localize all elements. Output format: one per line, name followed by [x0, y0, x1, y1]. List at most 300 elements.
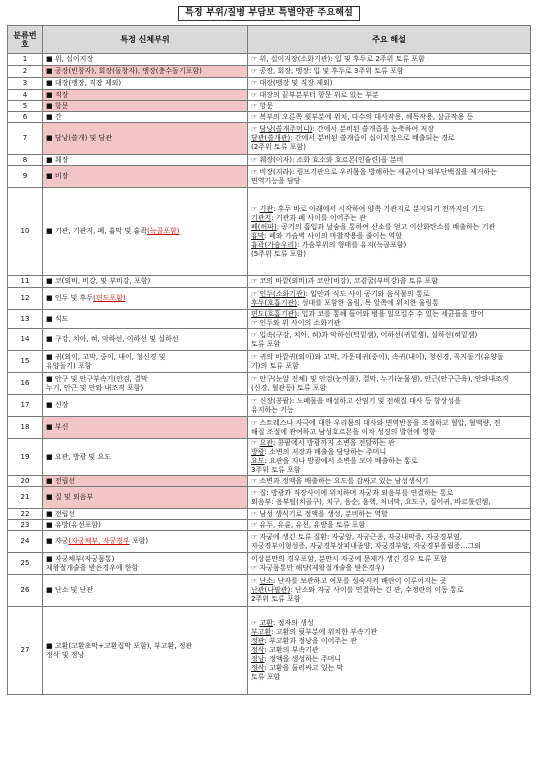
desc-line	[251, 466, 527, 475]
part-line	[46, 401, 244, 410]
table-row	[8, 123, 531, 155]
term-text: 담관(쓸개관)	[251, 134, 291, 142]
table-row	[8, 78, 531, 90]
body-part-cell	[43, 395, 248, 417]
cell-text: : 간에서 분비된 쓸개즙이 십이지장으로 배출되는 경로	[290, 134, 455, 142]
description-cell	[248, 509, 531, 520]
cell-text: ☞ 비장(지라): 림프기관으로 우리몸을 방해하는 세균이나 외부단백질을 제거하는	[251, 167, 498, 176]
exclusion-table	[7, 25, 531, 695]
cell-text: : 폐와 가슴벽 사이의 마찰작용을 줄이는 역할	[264, 231, 402, 240]
cell-text: ☞	[251, 289, 260, 298]
cell-text: ■ 구강, 치아, 혀, 악하선, 이하선 및 설하선	[46, 335, 179, 343]
table-row	[8, 509, 531, 520]
row-number: 11	[8, 276, 43, 288]
part-line	[46, 67, 244, 76]
desc-line	[251, 673, 527, 682]
desc-line	[251, 457, 527, 466]
table-row	[8, 520, 531, 531]
cell-text: : 후두 바로 아래에서 시작하여 양쪽 기관지로 분지되기 전까지의 기도	[273, 204, 485, 213]
body-part-cell	[43, 439, 248, 476]
part-line	[46, 55, 244, 64]
cell-text: ■ 항문	[46, 101, 69, 110]
table-row	[8, 329, 531, 351]
row-number: 22	[8, 509, 43, 520]
table-row	[8, 166, 531, 188]
term-text: 난소	[259, 577, 274, 585]
cell-text: ☞ 자궁에 생긴 토류 질환: 자궁암, 자궁근종, 자궁내막증, 자궁경부염,	[251, 532, 463, 541]
table-row	[8, 531, 531, 553]
desc-line	[251, 102, 527, 111]
part-line	[46, 277, 244, 286]
cell-text: ☞ 인두와 위 사이의 소화기관	[251, 319, 341, 327]
row-number: 8	[8, 155, 43, 166]
desc-line	[251, 290, 527, 299]
term-text: 인두(소화기관)	[259, 289, 306, 298]
desc-line	[251, 646, 527, 655]
desc-line	[251, 375, 527, 384]
cell-text: : 정자의 생성	[273, 619, 314, 627]
highlight-text: (늑골포함)	[147, 227, 180, 235]
term-text: 고환	[259, 619, 274, 627]
cell-text: ■ 대장(맹장, 직장 제외)	[46, 79, 122, 87]
cell-text: 외음부: 음부털(치골구), 치구, 음순, 음핵, 처녀막, 요도구, 질어귀, 바르톨린샘,	[251, 497, 491, 506]
term-text: 정관	[251, 637, 265, 645]
cell-text: : 소변의 저장과 배출을 담당하는 주머니	[264, 448, 387, 456]
row-number: 16	[8, 373, 43, 395]
body-part-cell	[43, 101, 248, 112]
desc-line	[251, 55, 527, 64]
table-row	[8, 373, 531, 395]
highlight-text: (자궁체부, 자궁경부	[68, 537, 130, 545]
row-number: 6	[8, 112, 43, 123]
cell-text: : 난소와 자궁 사이를 연결하는 긴 관, 수정란의 이동 통로	[290, 586, 464, 594]
cell-text: ■ 담낭(쓸개) 및 담관	[46, 134, 113, 142]
table-row	[8, 112, 531, 123]
description-cell	[248, 276, 531, 288]
table-row	[8, 575, 531, 607]
desc-line	[251, 595, 527, 604]
desc-line	[251, 79, 527, 88]
part-line	[46, 91, 244, 100]
cell-text: ☞ 코의 바깥(외비)과 코안(비강), 코곁굴(부비강)을 토류 포함	[251, 277, 439, 285]
row-number: 15	[8, 351, 43, 373]
desc-line	[251, 331, 527, 340]
body-part-cell	[43, 607, 248, 695]
row-number: 9	[8, 166, 43, 188]
desc-line	[251, 637, 527, 646]
desc-line	[251, 428, 527, 437]
part-line	[46, 537, 244, 546]
desc-line	[251, 168, 527, 177]
row-number: 20	[8, 476, 43, 487]
body-part-cell	[43, 520, 248, 531]
body-part-cell	[43, 288, 248, 310]
description-cell	[248, 329, 531, 351]
part-line	[46, 555, 244, 564]
cell-text: : 입과 코를 통해 들어와 병을 일으킬수 수 있는 세균들을 방어	[297, 310, 484, 318]
cell-text: ☞ 소변과 정액을 배출하는 요도를 감싸고 있는 남성생식기	[251, 476, 429, 485]
cell-text: : 입안과 식도 사이 공기와 음식물의 통로	[305, 289, 430, 298]
row-number: 26	[8, 575, 43, 607]
description-cell	[248, 78, 531, 90]
table-row	[8, 607, 531, 695]
cell-text: 토류 포함	[251, 339, 281, 348]
body-part-cell	[43, 155, 248, 166]
description-cell	[248, 288, 531, 310]
cell-text: ■ 비장	[46, 172, 69, 180]
cell-text: 기)의 토류 포함	[251, 361, 299, 370]
description-cell	[248, 520, 531, 531]
row-number: 19	[8, 439, 43, 476]
table-row	[8, 351, 531, 373]
body-part-cell	[43, 188, 248, 276]
cell-text: 유양돌기) 포함	[46, 361, 92, 370]
part-line	[46, 113, 244, 122]
cell-text: 해질 조절에 관여하고 남성호르몬을 이차 성징의 발현에 영향	[251, 427, 436, 436]
cell-text: ■ 자궁체부(자궁몸통)	[46, 554, 115, 563]
cell-text: ■ 질 및 외음부	[46, 493, 94, 501]
row-number: 12	[8, 288, 43, 310]
desc-line	[251, 564, 527, 573]
cell-text: ■ 유방(유선포함)	[46, 520, 101, 529]
cell-text: : 콩팥에서 방광까지 소변을 전달하는 관	[273, 439, 395, 447]
cell-text: ■ 귀(외이, 고막, 중이, 내이, 청신경 및	[46, 352, 166, 361]
table-row	[8, 439, 531, 476]
desc-line	[251, 439, 527, 448]
row-number: 24	[8, 531, 43, 553]
term-text: 흉막	[251, 231, 265, 240]
desc-line	[251, 205, 527, 214]
body-part-cell	[43, 78, 248, 90]
desc-line	[251, 628, 527, 637]
desc-line	[251, 223, 527, 232]
body-part-cell	[43, 417, 248, 439]
desc-line	[251, 177, 527, 186]
desc-line	[251, 214, 527, 223]
table-row	[8, 553, 531, 575]
cell-text: 제왕절개술을 받은경우에 한함	[46, 563, 139, 572]
table-row	[8, 276, 531, 288]
row-number: 23	[8, 520, 43, 531]
desc-line	[251, 406, 527, 415]
cell-text: 토류 포함	[251, 673, 281, 681]
desc-line	[251, 143, 527, 152]
cell-text: ☞ 췌장(이자): 소화 효소와 호르몬(인슐린)을 분비	[251, 155, 404, 164]
cell-text: 정삭 및 정낭	[46, 650, 85, 659]
cell-text: ☞	[251, 125, 260, 133]
cell-text: : 공기의 흡입과 날숨을 통하여 산소를 얻고 이산화탄소를 배출하는 기관	[276, 222, 496, 231]
description-cell	[248, 531, 531, 553]
cell-text: (2주위 토류 포함)	[251, 143, 306, 151]
cell-text: ☞ 대장의 끝부분부터 항문 위로 있는 부분	[251, 90, 379, 99]
part-line	[46, 156, 244, 165]
cell-text: ■ 부신	[46, 423, 69, 431]
desc-line	[251, 521, 527, 530]
cell-text: ■ 공장(빈창자), 회장(돌창자), 맹장(충수돌기포함)	[46, 67, 202, 75]
table-row	[8, 310, 531, 329]
cell-text: ☞ 귀의 바깥귀(외이)와 고막, 가운데귀(중이), 속귀(내이), 청신경, 꼭지돌기(유양돌	[251, 352, 504, 361]
description-cell	[248, 101, 531, 112]
cell-text: ■ 췌장	[46, 155, 69, 164]
part-line	[46, 453, 244, 462]
description-cell	[248, 417, 531, 439]
desc-line	[251, 619, 527, 628]
description-cell	[248, 373, 531, 395]
cell-text: ■ 기관, 기관지, 폐, 흉막 및 흉곽	[46, 227, 148, 235]
row-number: 13	[8, 310, 43, 329]
cell-text: 이상분만의 경우포함, 분만시 자궁에 문제가 생긴 경우 토류 포함	[251, 554, 447, 563]
cell-text: 면역기능을 담당	[251, 176, 301, 185]
cell-text: : 간에서 분비된 쓸개즙을 농축하여 저장	[312, 125, 434, 133]
cell-text: 포함)	[129, 537, 149, 545]
desc-line	[251, 319, 527, 328]
table-row	[8, 188, 531, 276]
cell-text: : 요관을 지나 방광에서 소변을 모아 배출하는 통로	[264, 457, 418, 465]
desc-line	[251, 362, 527, 371]
cell-text: ☞	[251, 619, 260, 627]
row-number: 1	[8, 54, 43, 66]
cell-text: ☞ 남성 생식기로 정액을 생성, 분비하는 역할	[251, 509, 388, 518]
part-line	[46, 294, 244, 303]
description-cell	[248, 395, 531, 417]
desc-line	[251, 397, 527, 406]
table-row	[8, 476, 531, 487]
table-row	[8, 487, 531, 509]
table-row	[8, 90, 531, 101]
row-number: 17	[8, 395, 43, 417]
row-number: 7	[8, 123, 43, 155]
cell-text: : 성대를 포함한 울림, 목 앞쪽에 위치한 울림통	[297, 298, 439, 307]
part-line	[46, 353, 244, 362]
row-number: 10	[8, 188, 43, 276]
body-part-cell	[43, 54, 248, 66]
cell-text: ☞ 대장(맹장 및 직장 제외)	[251, 79, 333, 87]
body-part-cell	[43, 509, 248, 520]
desc-line	[251, 489, 527, 498]
part-line	[46, 586, 244, 595]
term-text: 정삭	[251, 664, 265, 672]
body-part-cell	[43, 531, 248, 553]
term-text: 흉곽(가슴우리)	[251, 240, 298, 249]
part-line	[46, 477, 244, 486]
term-text: 담낭(쓸개주머니)	[259, 125, 313, 133]
cell-text: (신경, 혈관등) 토류 포함	[251, 383, 327, 392]
row-number: 14	[8, 329, 43, 351]
body-part-cell	[43, 575, 248, 607]
body-part-cell	[43, 329, 248, 351]
description-cell	[248, 90, 531, 101]
description-cell	[248, 54, 531, 66]
table-row	[8, 101, 531, 112]
body-part-cell	[43, 66, 248, 78]
desc-line	[251, 419, 527, 428]
cell-text: ☞ 항문	[251, 101, 274, 110]
table-row	[8, 66, 531, 78]
description-cell	[248, 439, 531, 476]
body-part-cell	[43, 351, 248, 373]
desc-line	[251, 310, 527, 319]
body-part-cell	[43, 166, 248, 188]
term-text: 후두(호흡기관)	[251, 298, 298, 307]
desc-line	[251, 125, 527, 134]
cell-text: ■ 간	[46, 112, 62, 121]
cell-text: ■ 난소 및 난관	[46, 586, 94, 594]
row-number: 25	[8, 553, 43, 575]
part-line	[46, 134, 244, 143]
body-part-cell	[43, 476, 248, 487]
description-cell	[248, 310, 531, 329]
cell-text: ■ 신장	[46, 401, 69, 409]
cell-text: ■ 안구 및 안구부속기(안검, 결막	[46, 374, 148, 383]
cell-text: : 난자를 보관하고 여포를 성숙시켜 배란이 이루어지는 곳	[273, 577, 447, 585]
term-text: 편도(호흡기관)	[251, 310, 298, 318]
term-text: 난관(나팔관)	[251, 586, 291, 594]
term-text: 폐(허파)	[251, 222, 277, 231]
part-line	[46, 384, 244, 393]
cell-text: ☞ 신장(콩팥): 노폐물을 배설하고 산염기 및 전해질 대사 등 항상성을	[251, 396, 461, 405]
cell-text: ☞ 자궁몸통만 해당(제왕절개술을 받은경우)	[251, 563, 385, 572]
cell-text: ☞ 위, 십이지장(소화기관): 입 및 후두로 2주위 토류 포함	[251, 55, 425, 63]
table-body	[8, 54, 531, 695]
cell-text: : 가슴부위의 형태를 유지(늑골포함)	[297, 240, 407, 249]
desc-line	[251, 277, 527, 286]
cell-text: ■ 전립선	[46, 476, 76, 485]
cell-text: ☞ 스트레스나 자극에 대한 우리몸의 대사와 면역반응을 조절하고 혈압, 혈액량, 전	[251, 418, 501, 427]
desc-line	[251, 533, 527, 542]
desc-line	[251, 67, 527, 76]
desc-line	[251, 340, 527, 349]
desc-line	[251, 353, 527, 362]
table-row	[8, 417, 531, 439]
cell-text: ☞ 공장, 회장, 맹장: 입 및 후두로 3주위 토류 포함	[251, 67, 404, 75]
cell-text: ■ 코(외비, 비강, 및 부비강, 포함)	[46, 277, 151, 285]
part-line	[46, 315, 244, 324]
desc-line	[251, 384, 527, 393]
term-text: 요도	[251, 457, 265, 465]
description-cell	[248, 155, 531, 166]
description-cell	[248, 351, 531, 373]
part-line	[46, 79, 244, 88]
desc-line	[251, 241, 527, 250]
desc-line	[251, 91, 527, 100]
desc-line	[251, 250, 527, 259]
part-line	[46, 423, 244, 432]
cell-text: : 부고환과 정낭을 이어주는 관	[264, 637, 357, 645]
cell-text: ■ 직장	[46, 90, 69, 99]
description-cell	[248, 112, 531, 123]
description-cell	[248, 607, 531, 695]
part-line	[46, 227, 244, 236]
cell-text: ■ 요관, 방광 및 요도	[46, 452, 112, 461]
description-cell	[248, 188, 531, 276]
cell-text: 3주위 토류 포함	[251, 466, 301, 474]
cell-text: ☞	[251, 577, 260, 585]
desc-line	[251, 448, 527, 457]
cell-text: ☞ 입속(구강, 치아, 혀)과 악하선(턱밑샘), 이하선(귀밑샘), 설하선(혀밑샘)	[251, 330, 478, 339]
title-wrap	[7, 4, 531, 22]
header-part: 특정 신체부위	[43, 26, 248, 54]
part-line	[46, 521, 244, 530]
header-no: 분류번호	[8, 26, 43, 54]
row-number: 2	[8, 66, 43, 78]
term-text: 방광	[251, 448, 265, 456]
body-part-cell	[43, 553, 248, 575]
desc-line	[251, 586, 527, 595]
desc-line	[251, 134, 527, 143]
part-line	[46, 493, 244, 502]
part-line	[46, 102, 244, 111]
row-number: 3	[8, 78, 43, 90]
body-part-cell	[43, 123, 248, 155]
cell-text: ■ 식도	[46, 314, 69, 323]
desc-line	[251, 542, 527, 551]
row-number: 21	[8, 487, 43, 509]
cell-text: ☞ 질: 방광과 직장사이에 위치하며 자궁과 외음부를 연결하는 통로	[251, 488, 454, 497]
desc-line	[251, 555, 527, 564]
body-part-cell	[43, 112, 248, 123]
description-cell	[248, 575, 531, 607]
cell-text: : 고환을 둘러싸고 있는 막	[264, 664, 344, 672]
row-number: 5	[8, 101, 43, 112]
table-row	[8, 54, 531, 66]
cell-text: 누기, 안근 및 안와 내조직 포함)	[46, 383, 144, 392]
body-part-cell	[43, 373, 248, 395]
cell-text: 자궁경부이형성증, 자궁경부상피내종양, 자궁경부암, 자궁경부폴립증…그외	[251, 541, 481, 550]
row-number: 18	[8, 417, 43, 439]
desc-line	[251, 577, 527, 586]
row-number: 27	[8, 607, 43, 695]
body-part-cell	[43, 487, 248, 509]
header-row	[8, 26, 531, 54]
part-line	[46, 172, 244, 181]
term-text: 정삭	[251, 646, 265, 654]
description-cell	[248, 166, 531, 188]
part-line	[46, 651, 244, 660]
term-text: 기관지	[251, 213, 272, 222]
term-text: 부고환	[251, 628, 272, 636]
body-part-cell	[43, 276, 248, 288]
desc-line	[251, 232, 527, 241]
term-text: 정낭	[251, 655, 265, 663]
highlight-text: (편도포함)	[93, 294, 126, 302]
cell-text: : 고환의 부속기관	[264, 646, 319, 654]
part-line	[46, 564, 244, 573]
part-line	[46, 335, 244, 344]
cell-text: ☞ 안구(눈알 전체) 및 안검(눈꺼풀), 결막, 누기(눈물샘), 안근(안구근육), 안와내조직	[251, 374, 509, 383]
part-line	[46, 642, 244, 651]
row-number: 4	[8, 90, 43, 101]
cell-text: ☞ 유두, 유륜, 유선, 유방을 토류 포함	[251, 520, 366, 529]
body-part-cell	[43, 310, 248, 329]
table-row	[8, 395, 531, 417]
cell-text: : 기관과 폐 사이를 이어주는 관	[271, 213, 366, 222]
desc-line	[251, 113, 527, 122]
description-cell	[248, 123, 531, 155]
part-line	[46, 510, 244, 519]
desc-line	[251, 498, 527, 507]
cell-text: ■ 전립선	[46, 509, 76, 518]
cell-text: ☞	[251, 439, 260, 447]
description-cell	[248, 553, 531, 575]
page-title: 특정 부위/질병 부담보 특별약관 주요해설	[178, 6, 360, 21]
cell-text: ■ 고환(고환초막+고환집막 포함), 부고환, 정관	[46, 641, 193, 650]
part-line	[46, 362, 244, 371]
term-text: 요관	[259, 439, 274, 447]
cell-text: : 고환의 뒷부분에 위치한 부속기관	[271, 628, 378, 636]
desc-line	[251, 299, 527, 308]
cell-text: ☞	[251, 204, 260, 213]
desc-line	[251, 477, 527, 486]
